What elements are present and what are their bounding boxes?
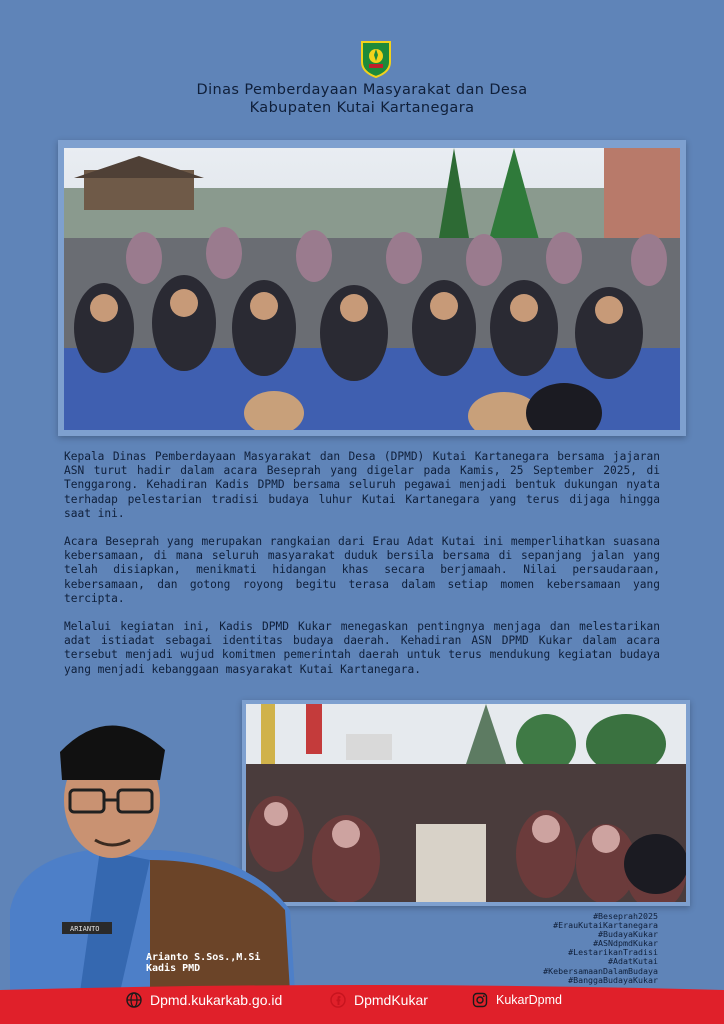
hashtag: #BudayaKukar xyxy=(598,929,658,940)
footer-facebook-text: DpmdKukar xyxy=(354,992,428,1008)
hashtag: #LestarikanTradisi xyxy=(568,947,658,958)
person-title: Kadis PMD xyxy=(146,963,201,974)
hashtag: #BanggaBudayaKukar xyxy=(568,974,658,985)
event-photo-bottom xyxy=(246,704,686,902)
hashtag: #KebersamaanDalamBudaya xyxy=(543,965,658,976)
article-paragraph: Acara Beseprah yang merupakan rangkaian dari Erau Adat Kutai ini memperlihatkan suasana kebersamaan, di mana seluruh masyarakat duduk bersila bersama di sepanjang jalan yang telah disiapkan, menikmati hidangan khas secara berjamaah. Nilai persaudaraan, kebersamaan, dan gotong royong begitu terasa dalam setiap momen kebersamaan yang tercipta. xyxy=(64,535,660,605)
event-photo-top-frame xyxy=(58,140,686,436)
footer-instagram-text: KukarDpmd xyxy=(496,993,562,1007)
article-body xyxy=(64,450,660,691)
name-tag-text: ARIANTO xyxy=(70,925,100,933)
kutai-kartanegara-logo xyxy=(360,40,392,78)
hashtag-list xyxy=(458,912,658,985)
person-name: Arianto S.Sos.,M.Si xyxy=(146,952,261,963)
facebook-icon xyxy=(330,992,346,1008)
article-paragraph: Kepala Dinas Pemberdayaan Masyarakat dan Desa (DPMD) Kutai Kartanegara bersama jajaran ASN turut hadir dalam acara Beseprah yang digelar pada Kamis, 25 September 2025, di Tenggarong. Kehadiran Kadis DPMD bersama seluruh pegawai menjadi bentuk dukungan nyata terhadap pelestarian tradisi budaya luhur Kutai Kartanegara yang terus dijaga hingga saat ini. xyxy=(64,450,660,520)
footer-website-link[interactable] xyxy=(126,990,282,1010)
footer-bar xyxy=(0,984,724,1024)
globe-icon xyxy=(126,992,142,1008)
instagram-icon xyxy=(472,992,488,1008)
footer-website-text: Dpmd.kukarkab.go.id xyxy=(150,992,283,1008)
footer-facebook-link[interactable] xyxy=(330,990,428,1010)
org-title-line2: Kabupaten Kutai Kartanegara xyxy=(249,100,475,116)
person-caption xyxy=(146,952,260,974)
hashtag: #AdatKutai xyxy=(608,956,658,967)
article-paragraph: Melalui kegiatan ini, Kadis DPMD Kukar menegaskan pentingnya menjaga dan melestarikan adat istiadat sebagai identitas budaya daerah. Kehadiran ASN DPMD Kukar dalam acara tersebut menjadi wujud komitmen pemerintah daerah untuk terus mendukung kegiatan budaya yang menjadi kebanggaan masyarakat Kutai Kartanegara. xyxy=(64,620,660,676)
hashtag: #Beseprah2025 xyxy=(593,911,658,921)
hashtag: #ASNdpmdKukar xyxy=(593,938,658,949)
event-photo-top xyxy=(64,148,680,430)
official-portrait xyxy=(0,700,300,992)
hashtag: #ErauKutaiKartanegara xyxy=(553,920,658,931)
event-photo-bottom-frame xyxy=(242,700,690,906)
org-title-line1: Dinas Pemberdayaan Masyarakat dan Desa xyxy=(196,82,528,98)
footer-instagram-link[interactable] xyxy=(472,990,562,1010)
